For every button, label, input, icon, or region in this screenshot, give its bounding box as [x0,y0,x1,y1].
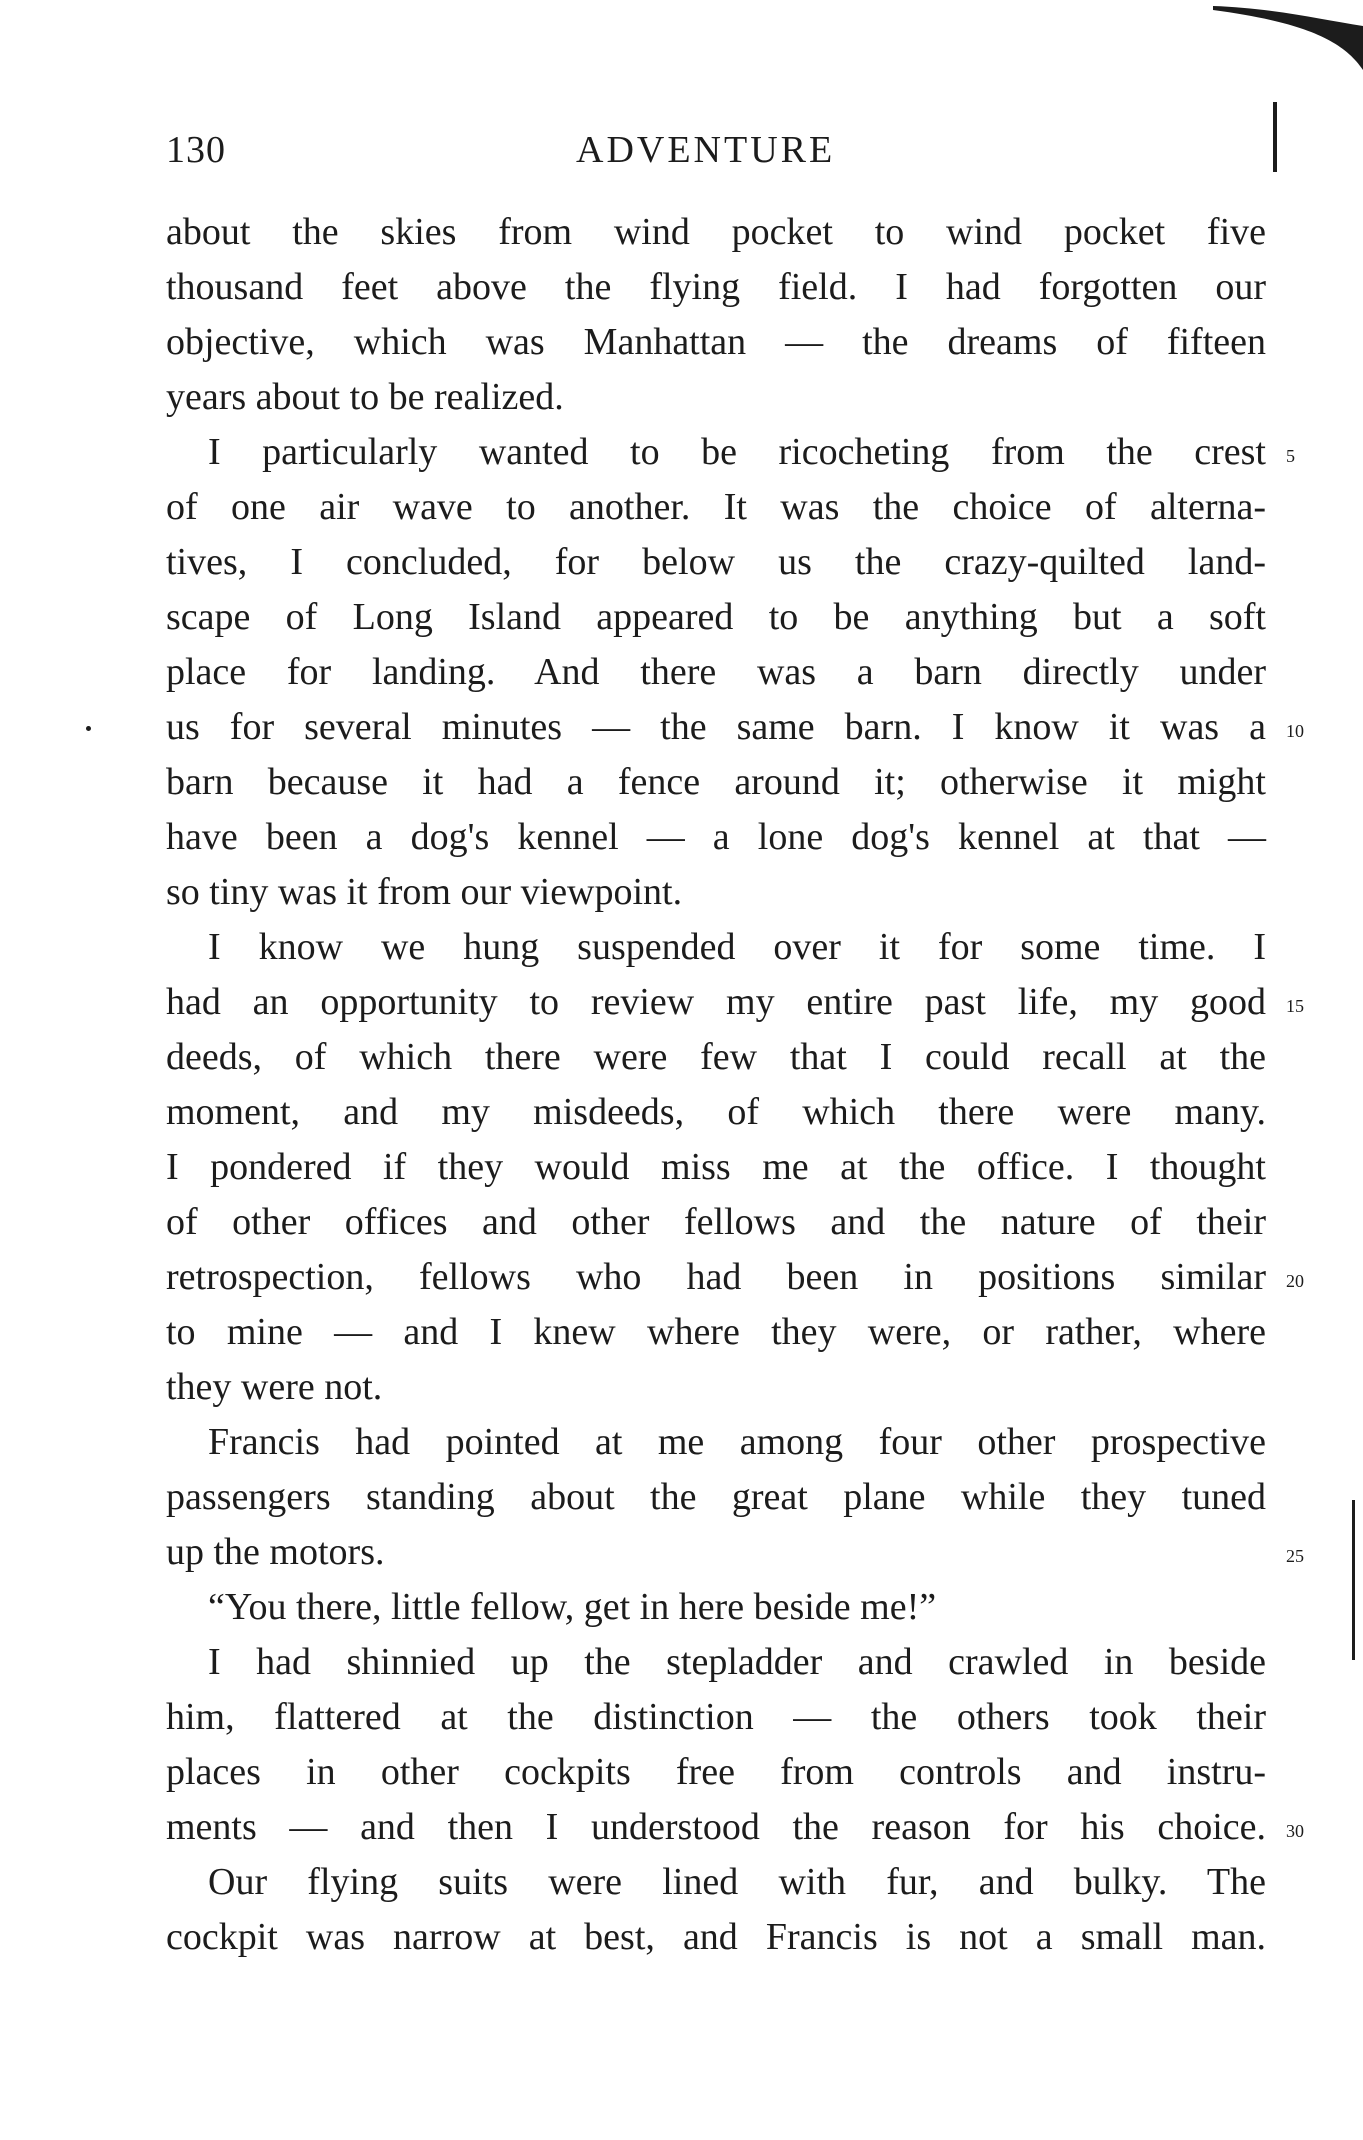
line-number: 10 [1286,721,1304,741]
margin-binding-line [1352,1500,1355,1660]
line-number: 30 [1286,1821,1304,1841]
text-line [166,535,1266,590]
text-line [166,645,1266,700]
line-text: I know we hung suspended over it for some time. I [208,926,1266,968]
line-number: 25 [1286,1546,1304,1566]
line-text: about the skies from wind pocket to wind pocket five [166,211,1266,253]
line-number: 15 [1286,996,1304,1016]
line-text: place for landing. And there was a barn directly under [166,651,1266,693]
line-text: deeds, of which there were few that I could recall at the [166,1036,1266,1078]
text-line [166,1415,1266,1470]
line-text: cockpit was narrow at best, and Francis is not a small man. [166,1916,1266,1958]
text-line [166,590,1266,645]
line-text: years about to be realized. [166,376,564,418]
line-text: they were not. [166,1366,383,1408]
text-line [166,480,1266,535]
line-text: ments — and then I understood the reason for his choice. [166,1806,1266,1848]
margin-speck [86,726,91,731]
text-line [166,1855,1266,1910]
text-line [166,260,1266,315]
text-line [166,1800,1304,1855]
text-line [166,865,1266,920]
line-text: us for several minutes — the same barn. I know it was a [166,706,1266,748]
line-text: tives, I concluded, for below us the crazy-quilted land- [166,541,1266,583]
text-line [166,1030,1266,1085]
line-text: had an opportunity to review my entire past life, my good [166,981,1266,1023]
text-line [166,1195,1266,1250]
text-line [166,1360,1266,1415]
text-line [166,205,1266,260]
text-line [166,1140,1266,1195]
text-line [166,1305,1266,1360]
page-header [166,128,1266,178]
line-text: him, flattered at the distinction — the others took their [166,1696,1266,1738]
text-line [166,1910,1266,1965]
line-text: of one air wave to another. It was the choice of alterna- [166,486,1266,528]
line-text: “You there, little fellow, get in here beside me!” [208,1586,937,1628]
line-text: of other offices and other fellows and the nature of their [166,1201,1266,1243]
line-number: 20 [1286,1271,1304,1291]
text-line [166,810,1266,865]
line-text: I had shinnied up the stepladder and crawled in beside [208,1641,1266,1683]
line-text: barn because it had a fence around it; otherwise it might [166,761,1266,803]
text-line [166,1525,1304,1580]
line-text: I pondered if they would miss me at the office. I thought [166,1146,1266,1188]
page-number: 130 [166,129,226,171]
line-text: up the motors. [166,1531,385,1573]
running-head: ADVENTURE [576,129,836,171]
text-line [166,1745,1266,1800]
line-text: to mine — and I knew where they were, or rather, where [166,1311,1266,1353]
line-text: retrospection, fellows who had been in positions similar [166,1256,1266,1298]
text-line [166,1635,1266,1690]
text-line [166,975,1304,1030]
line-text: objective, which was Manhattan — the dreams of fifteen [166,321,1266,363]
text-line [166,1580,1266,1635]
line-text: Our flying suits were lined with fur, and bulky. The [208,1861,1266,1903]
line-text: scape of Long Island appeared to be anything but a soft [166,596,1266,638]
body-text [166,205,1304,1965]
text-line [166,700,1304,755]
text-line [166,315,1266,370]
line-text: thousand feet above the flying field. I had forgotten our [166,266,1266,308]
text-line [166,425,1295,480]
text-line [166,920,1266,975]
text-line [166,1085,1266,1140]
line-text: so tiny was it from our viewpoint. [166,871,683,913]
line-number: 5 [1286,446,1295,466]
line-text: passengers standing about the great plane while they tuned [166,1476,1266,1518]
text-line [166,755,1266,810]
text-line [166,1470,1266,1525]
page-corner-fold-mark [1213,0,1363,70]
line-text: I particularly wanted to be ricocheting from the crest [208,431,1266,473]
line-text: have been a dog's kennel — a lone dog's kennel at that — [166,816,1266,858]
text-line [166,1250,1304,1305]
page-edge-mark [1273,102,1277,172]
line-text: Francis had pointed at me among four other prospective [208,1421,1266,1463]
text-line [166,370,1266,425]
text-line [166,1690,1266,1745]
line-text: places in other cockpits free from controls and instru- [166,1751,1266,1793]
line-text: moment, and my misdeeds, of which there were many. [166,1091,1266,1133]
